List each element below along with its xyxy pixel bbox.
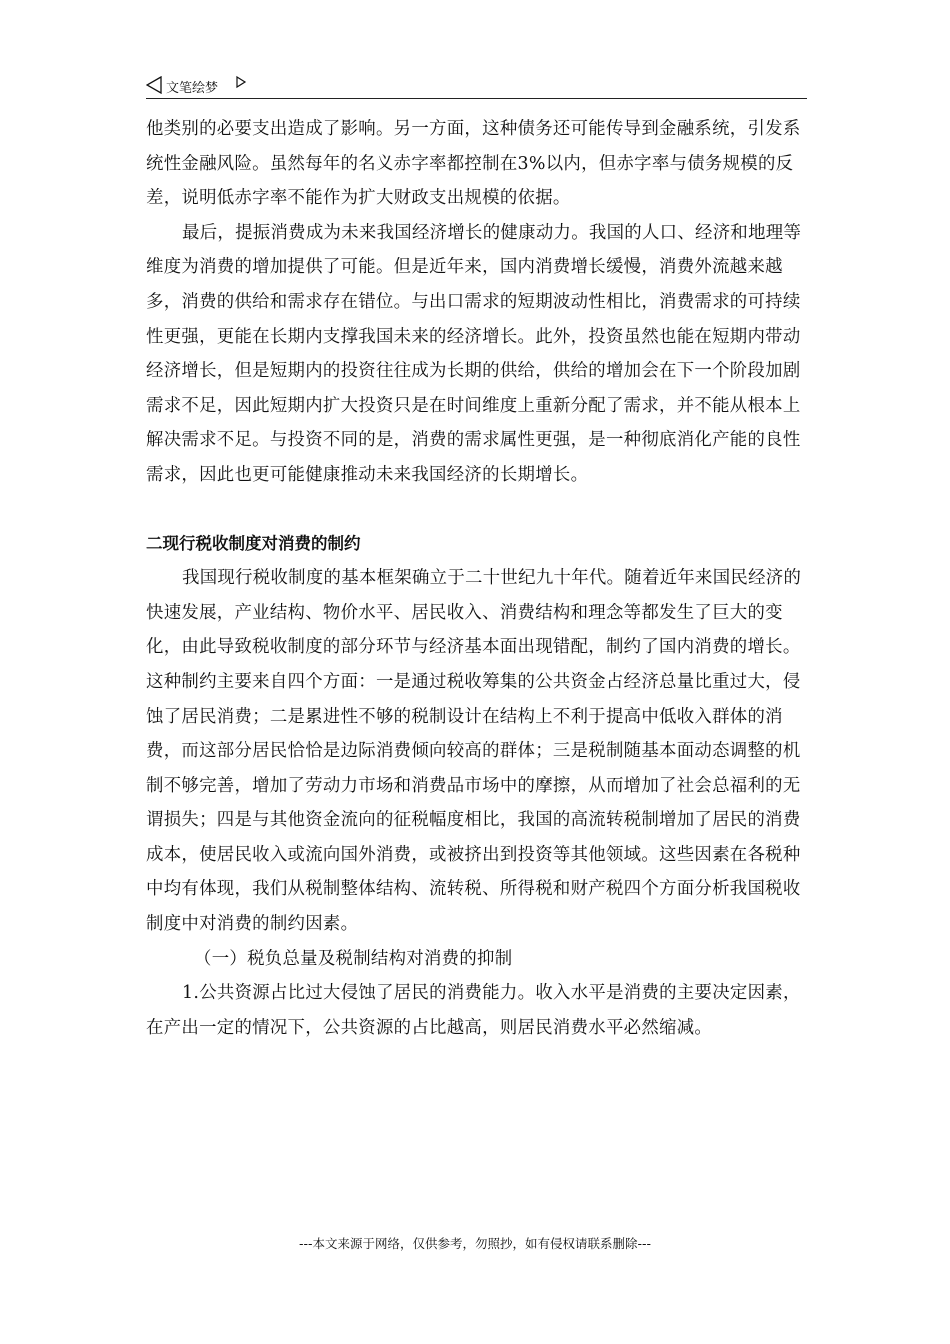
page-header	[146, 74, 807, 99]
paragraph-1: 他类别的必要支出造成了影响。另一方面，这种债务还可能传导到金融系统，引发系统性金融风险。虽然每年的名义赤字率都控制在3%以内，但赤字率与债务规模的反差，说明低赤字率不能作为扩大财政支出规模的依据。	[146, 119, 801, 209]
paragraph-2: 最后，提振消费成为未来我国经济增长的健康动力。我国的人口、经济和地理等维度为消费的增加提供了可能。但是近年来，国内消费增长缓慢，消费外流越来越多，消费的供给和需求存在错位。与出口需求的短期波动性相比，消费需求的可持续性更强，更能在长期内支撑我国未来的经济增长。此外，投资虽然也能在短期内带动经济增长，但是短期内的投资往往成为长期的供给，供给的增加会在下一个阶段加剧需求不足，因此短期内扩大投资只是在时间维度上重新分配了需求，并不能从根本上解决需求不足。与投资不同的是，消费的需求属性更强，是一种彻底消化产能的良性需求，因此也更可能健康推动未来我国经济的长期增长。	[146, 222, 802, 485]
header-brand: 文笔绘梦	[166, 81, 219, 96]
section-heading: 二现行税收制度对消费的制约	[146, 533, 361, 553]
document-body	[146, 112, 816, 1045]
triangle-left-icon	[146, 76, 162, 94]
section-gap	[146, 493, 816, 527]
triangle-right-icon	[235, 75, 247, 89]
subsection-heading: （一）税负总量及税制结构对消费的抑制	[194, 948, 513, 969]
paragraph-3: 我国现行税收制度的基本框架确立于二十世纪九十年代。随着近年来国民经济的快速发展，产业结构、物价水平、居民收入、消费结构和理念等都发生了巨大的变化，由此导致税收制度的部分环节与经济基本面出现错配，制约了国内消费的增长。这种制约主要来自四个方面：一是通过税收筹集的公共资金占经济总量比重过大，侵蚀了居民消费；二是累进性不够的税制设计在结构上不利于提高中低收入群体的消费，而这部分居民恰恰是边际消费倾向较高的群体；三是税制随基本面动态调整的机制不够完善，增加了劳动力市场和消费品市场中的摩擦，从而增加了社会总福利的无谓损失；四是与其他资金流向的征税幅度相比，我国的高流转税制增加了居民的消费成本，使居民收入或流向国外消费，或被挤出到投资等其他领域。这些因素在各税种中均有体现，我们从税制整体结构、流转税、所得税和财产税四个方面分析我国税收制度中对消费的制约因素。	[146, 568, 802, 935]
paragraph-4: 1.公共资源占比过大侵蚀了居民的消费能力。收入水平是消费的主要决定因素，在产出一定的情况下，公共资源的占比越高，则居民消费水平必然缩减。	[146, 983, 801, 1038]
footer-notice: ---本文来源于网络，仅供参考，勿照抄，如有侵权请联系删除---	[298, 1236, 652, 1251]
